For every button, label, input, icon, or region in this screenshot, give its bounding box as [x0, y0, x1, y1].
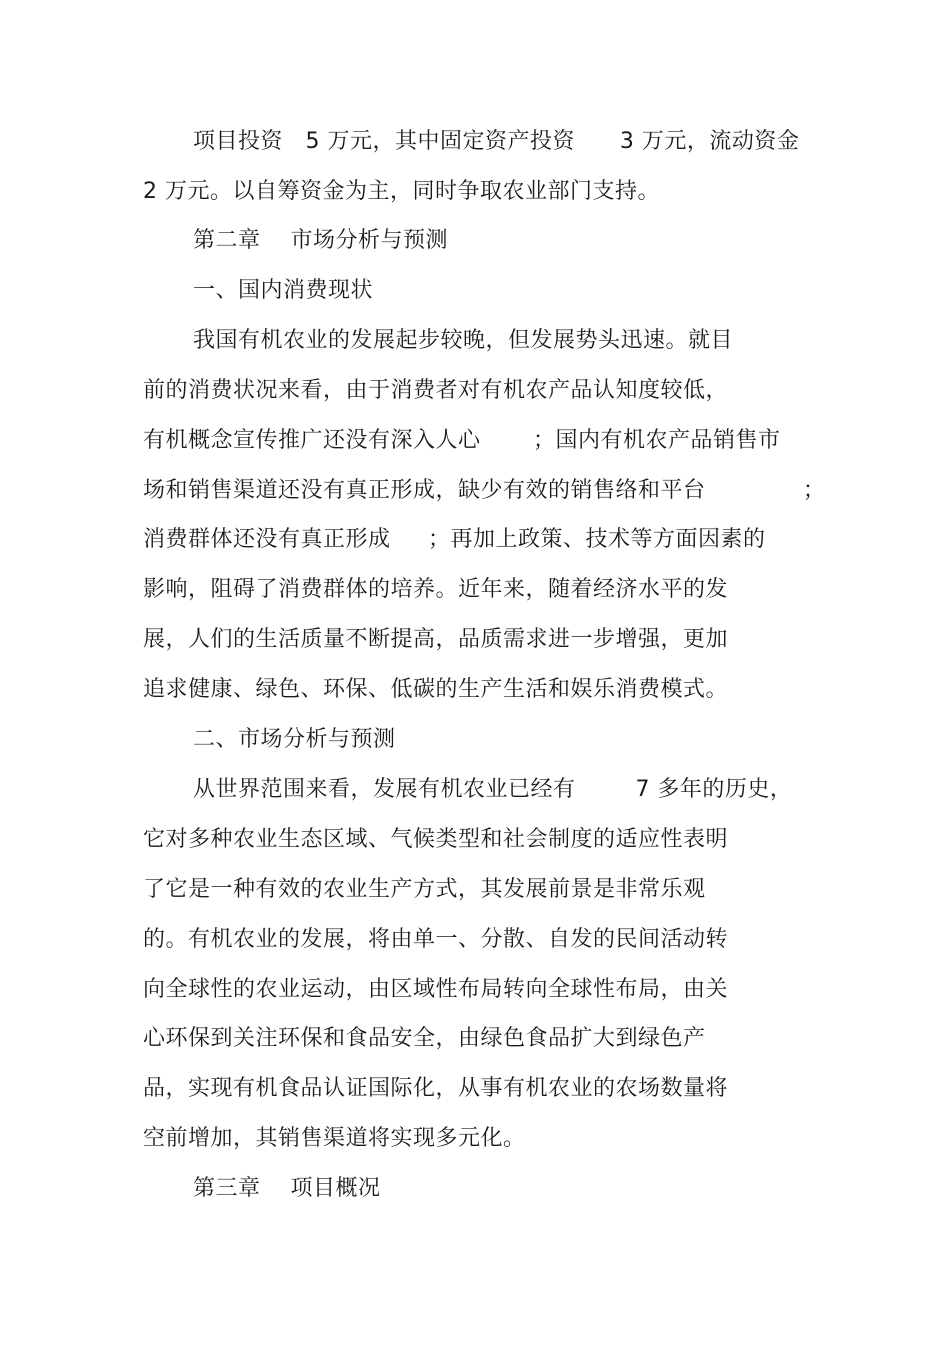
- paragraph-line: 的。有机农业的发展，将由单一、分散、自发的民间活动转: [143, 927, 729, 952]
- paragraph-line: 前的消费状况来看，由于消费者对有机农产品认知度较低，: [143, 378, 729, 403]
- section-heading: 一、国内消费现状: [193, 278, 374, 303]
- paragraph-line: 场和销售渠道还没有真正形成，缺少有效的销售络和平台 ；: [143, 478, 826, 503]
- paragraph-line: 品，实现有机食品认证国际化，从事有机农业的农场数量将: [143, 1076, 729, 1101]
- paragraph-line: 从世界范围来看，发展有机农业已经有 7 多年的历史，: [193, 777, 793, 802]
- paragraph-line: 有机概念宣传推广还没有深入人心 ；国内有机农产品销售市: [143, 428, 781, 453]
- paragraph-line: 追求健康、绿色、环保、低碳的生产生活和娱乐消费模式。: [143, 677, 729, 702]
- paragraph-line: 2 万元。以自筹资金为主，同时争取农业部门支持。: [143, 179, 660, 204]
- paragraph-line: 展，人们的生活质量不断提高，品质需求进一步增强，更加: [143, 627, 729, 652]
- chapter-heading: 第二章 市场分析与预测: [193, 228, 448, 253]
- paragraph-line: 消费群体还没有真正形成 ；再加上政策、技术等方面因素的: [143, 527, 766, 552]
- paragraph-line: 项目投资 5 万元，其中固定资产投资 3 万元，流动资金: [193, 129, 800, 154]
- paragraph-line: 了它是一种有效的农业生产方式，其发展前景是非常乐观: [143, 877, 706, 902]
- section-heading: 二、市场分析与预测: [193, 727, 396, 752]
- paragraph-line: 它对多种农业生态区域、气候类型和社会制度的适应性表明: [143, 827, 729, 852]
- paragraph-line: 我国有机农业的发展起步较晚，但发展势头迅速。就目: [193, 328, 734, 353]
- paragraph-line: 空前增加，其销售渠道将实现多元化。: [143, 1126, 526, 1151]
- paragraph-line: 心环保到关注环保和食品安全，由绿色食品扩大到绿色产: [143, 1026, 706, 1051]
- paragraph-line: 向全球性的农业运动，由区域性布局转向全球性布局，由关: [143, 977, 729, 1002]
- paragraph-line: 影响，阻碍了消费群体的培养。近年来，随着经济水平的发: [143, 577, 729, 602]
- chapter-heading: 第三章 项目概况: [193, 1176, 381, 1201]
